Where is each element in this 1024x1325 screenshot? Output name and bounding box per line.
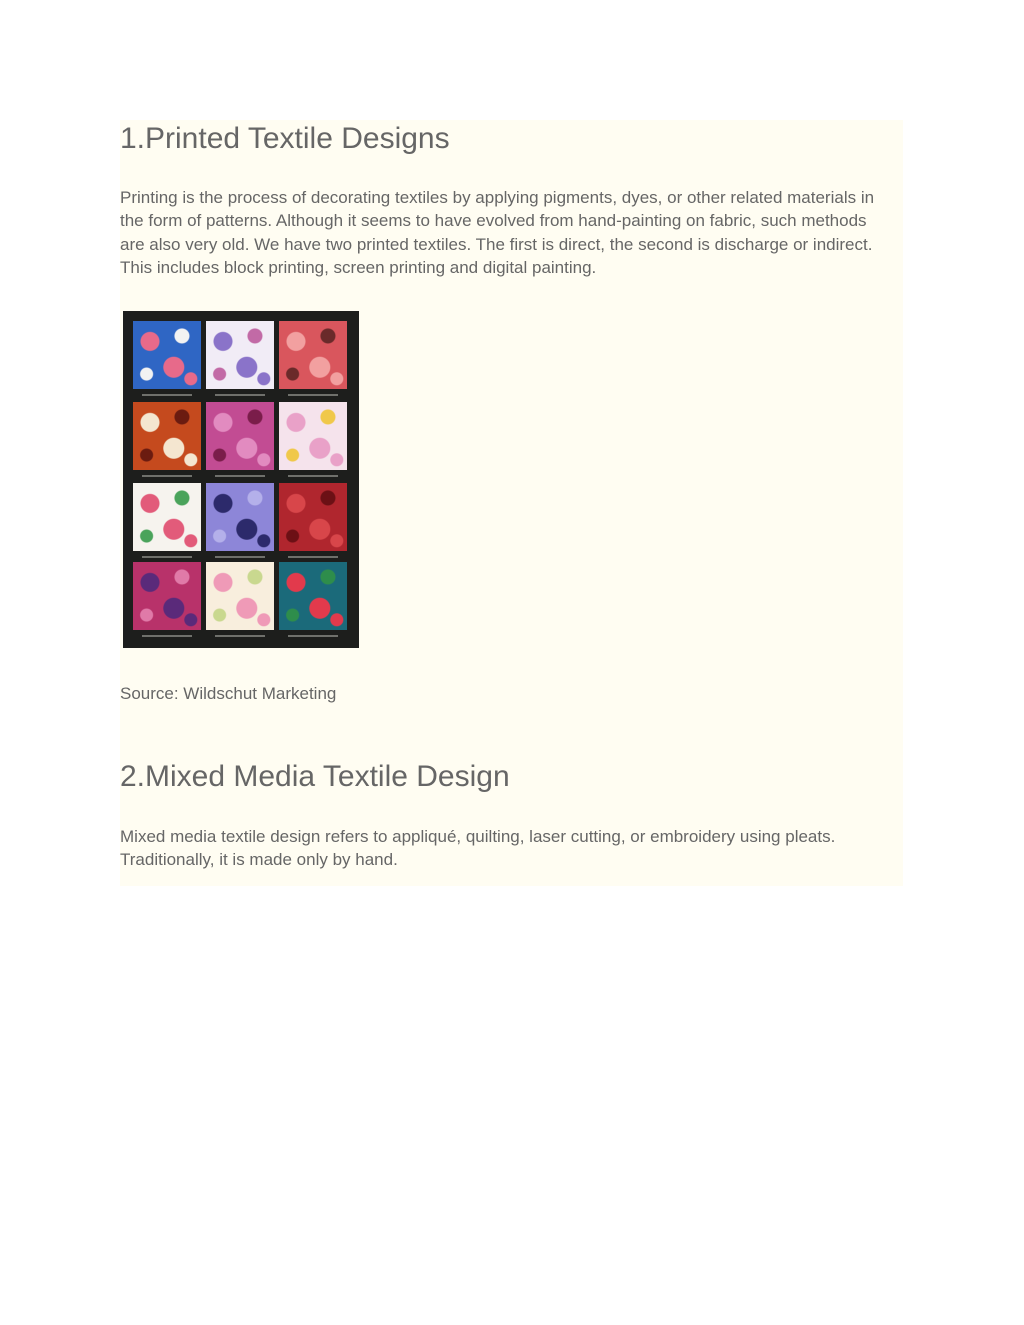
- lavender-leaf-swatch: [206, 321, 274, 389]
- white-tulip-swatch: [133, 483, 201, 551]
- swatch-caption-strip: [288, 635, 338, 637]
- teal-bloom-swatch: [279, 562, 347, 630]
- swatch-caption-strip: [288, 556, 338, 558]
- red-rose-swatch: [279, 483, 347, 551]
- paragraph-line: This includes block printing, screen printing and digital painting.: [120, 257, 597, 277]
- swatch-caption-strip: [215, 635, 265, 637]
- swatch-caption-strip: [142, 556, 192, 558]
- pink-chevron-swatch: [133, 562, 201, 630]
- image-source-caption: Source: Wildschut Marketing: [120, 684, 337, 703]
- paragraph-line: the form of patterns. Although it seems to have evolved from hand-painting on fabric, such methods: [120, 211, 867, 231]
- article-content: [120, 120, 903, 886]
- swatch-caption-strip: [215, 556, 265, 558]
- paragraph-line: Traditionally, it is made only by hand.: [120, 850, 398, 870]
- paragraph-line: are also very old. We have two printed textiles. The first is direct, the second is discharge or indirect.: [120, 234, 873, 254]
- swatch-caption-strip: [215, 394, 265, 396]
- coral-floral-swatch: [279, 321, 347, 389]
- section-heading-printed-textile: 1.Printed Textile Designs: [120, 122, 450, 155]
- printed-textile-swatch-image: [123, 311, 359, 648]
- swatch-caption-strip: [288, 475, 338, 477]
- orange-paisley-swatch: [133, 402, 201, 470]
- paragraph-line: Printing is the process of decorating textiles by applying pigments, dyes, or other related materials in: [120, 188, 875, 207]
- swatch-caption-strip: [215, 475, 265, 477]
- periwinkle-leaf-swatch: [206, 483, 274, 551]
- swatch-caption-strip: [142, 475, 192, 477]
- blue-floral-swatch: [133, 321, 201, 389]
- magenta-floral-swatch: [206, 402, 274, 470]
- yellow-butterfly-swatch: [279, 402, 347, 470]
- paragraph-line: Mixed media textile design refers to appliqué, quilting, laser cutting, or embroidery using pleats.: [120, 827, 836, 846]
- swatch-caption-strip: [142, 394, 192, 396]
- printed-textile-paragraph: [120, 186, 903, 279]
- swatch-caption-strip: [142, 635, 192, 637]
- section-heading-mixed-media: 2.Mixed Media Textile Design: [120, 760, 510, 793]
- cream-bicycle-swatch: [206, 562, 274, 630]
- mixed-media-paragraph: [120, 825, 903, 872]
- swatch-caption-strip: [288, 394, 338, 396]
